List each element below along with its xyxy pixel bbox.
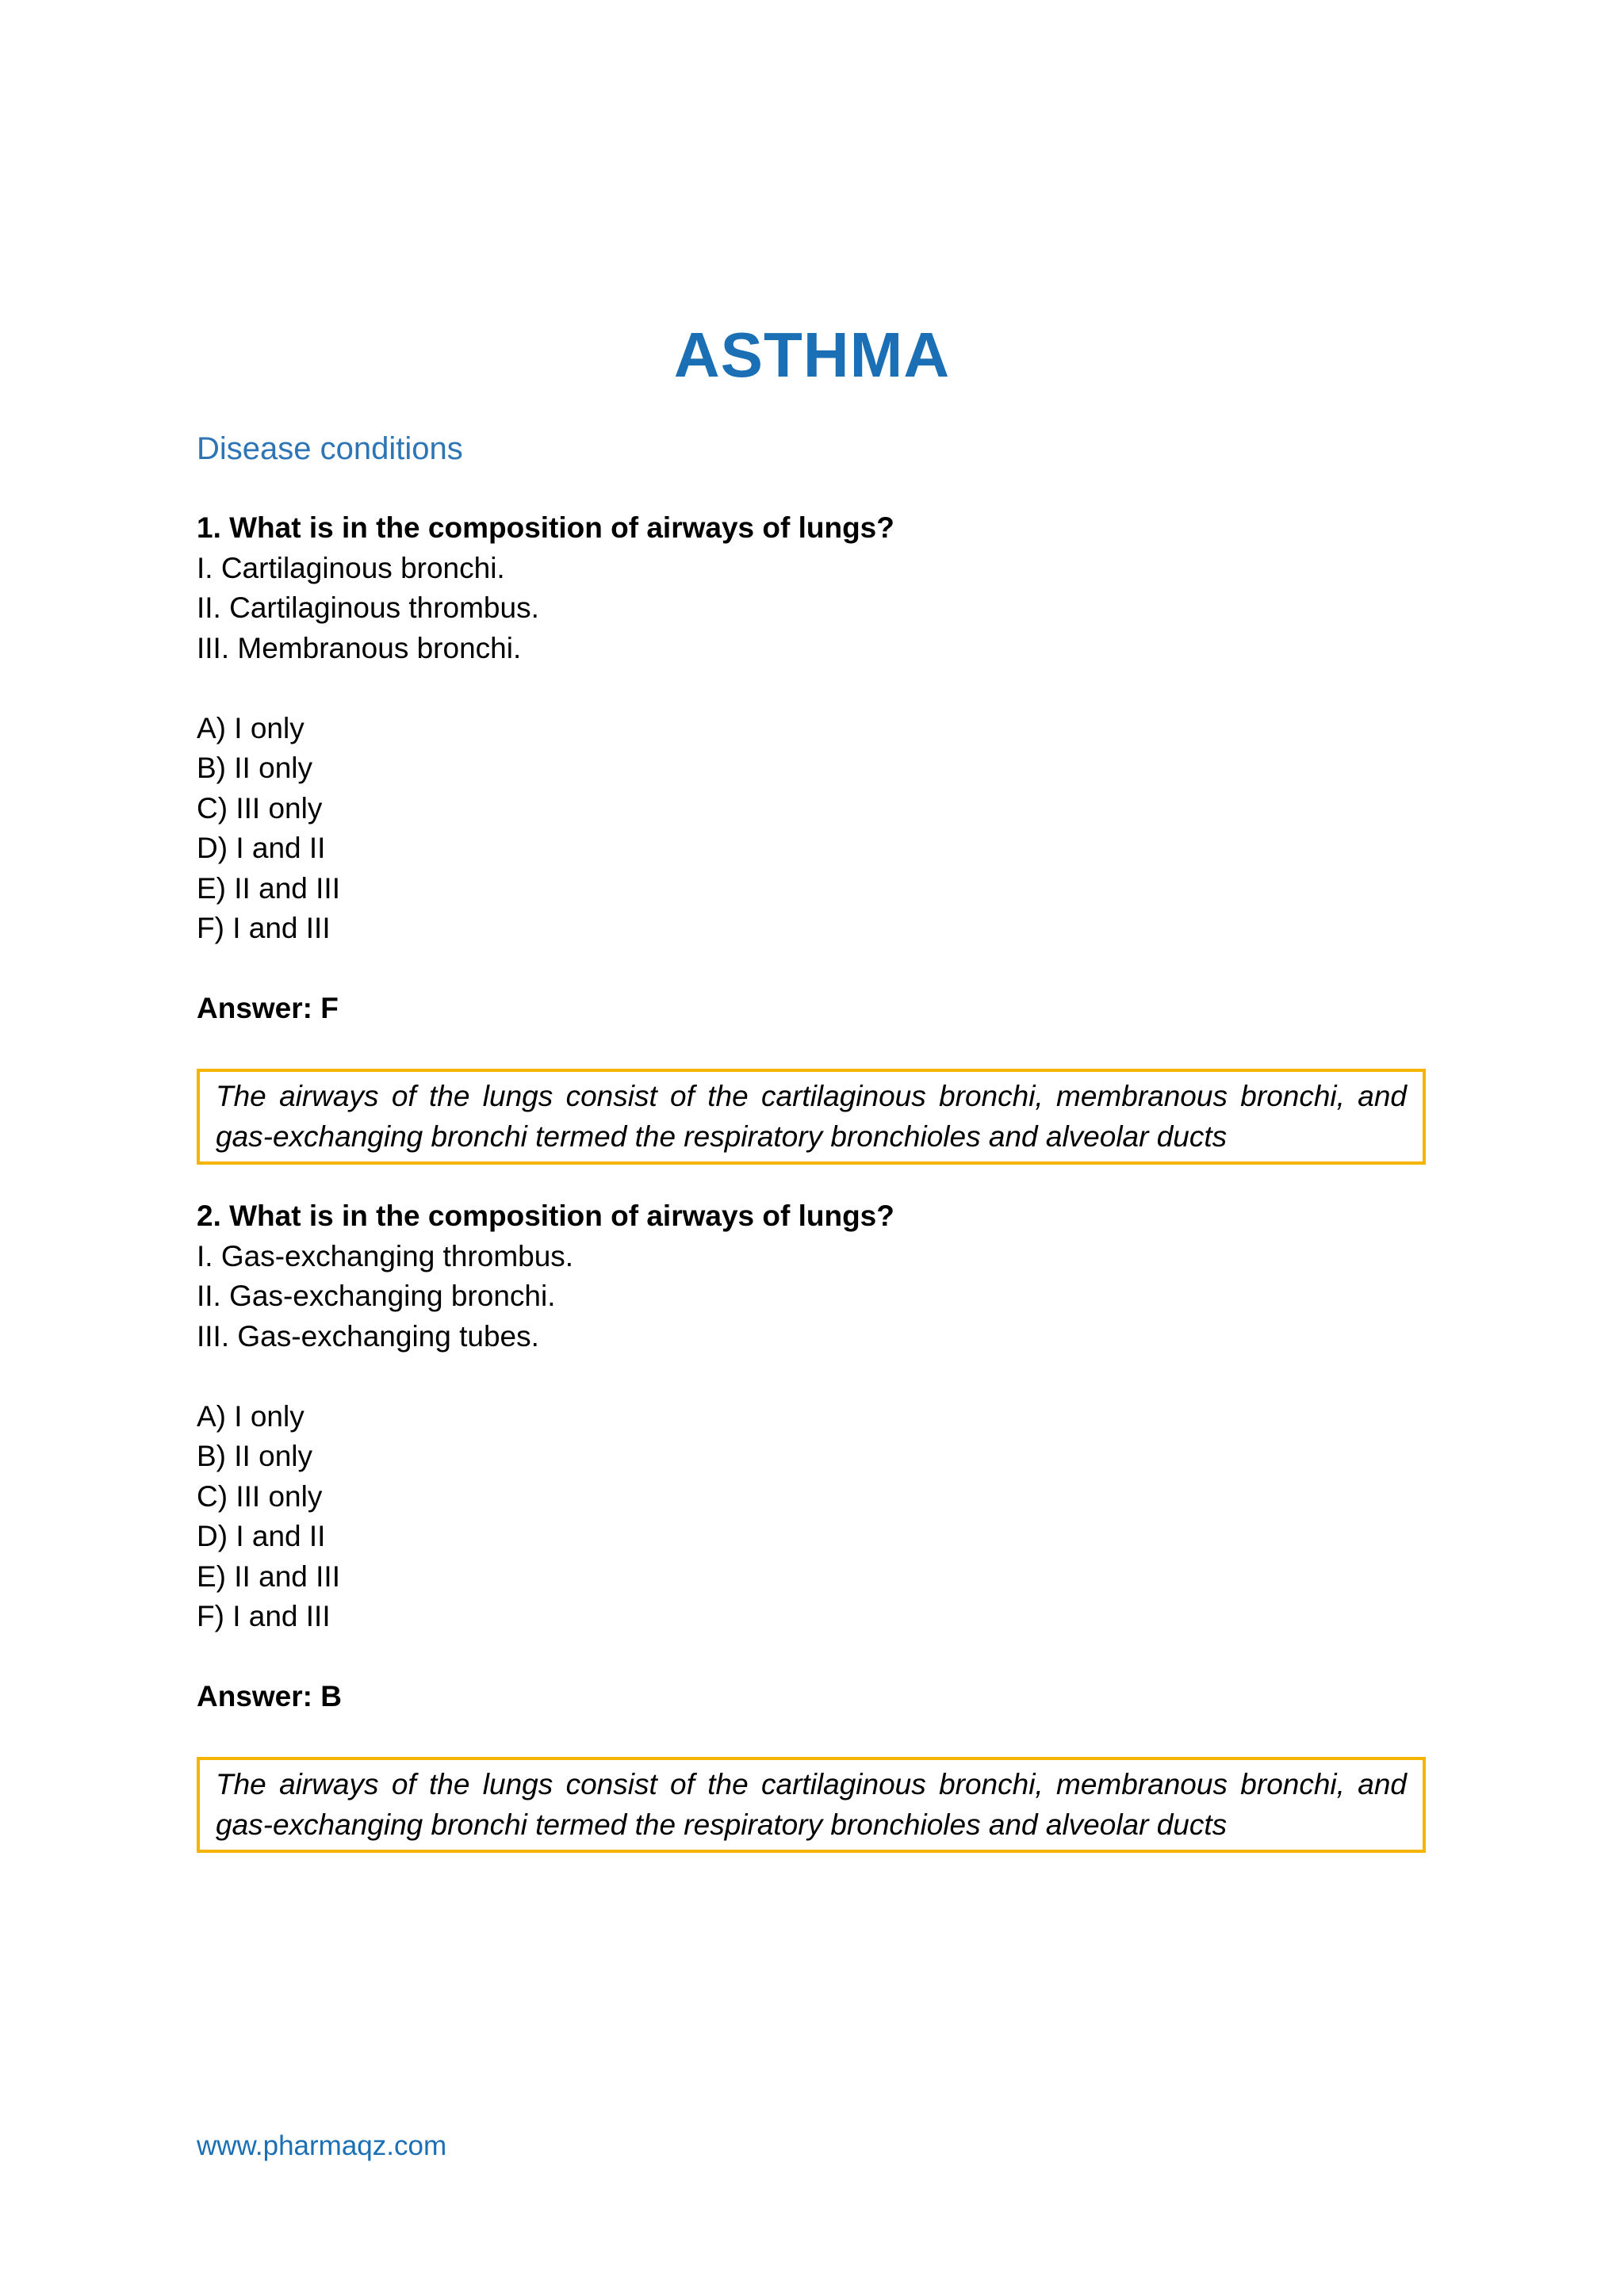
statement-item: III. Membranous bronchi. (197, 631, 522, 664)
option-item: E) II and III (197, 871, 340, 905)
question-block-2 (197, 1196, 1434, 1717)
option-item: D) I and II (197, 832, 326, 864)
statement-item: II. Cartilaginous thrombus. (197, 591, 539, 624)
answer-text: Answer: B (197, 1680, 342, 1712)
answer-text: Answer: F (197, 992, 339, 1024)
question-block-1 (197, 508, 1434, 1029)
option-item: F) I and III (197, 1600, 331, 1632)
statement-item: I. Cartilaginous bronchi. (197, 551, 505, 584)
option-item: C) III only (197, 791, 323, 825)
explanation-box-2: The airways of the lungs consist of the cartilaginous bronchi, membranous bronchi, and gas-exchanging bronchi termed the respiratory bronchioles and alveolar ducts (197, 1757, 1426, 1853)
option-item: B) II only (197, 1440, 312, 1472)
option-item: A) I only (197, 1399, 304, 1433)
statement-item: I. Gas-exchanging thrombus. (197, 1239, 574, 1272)
option-item: F) I and III (197, 912, 331, 944)
option-item: D) I and II (197, 1520, 326, 1552)
section-subtitle: Disease conditions (197, 431, 463, 466)
question-text: 1. What is in the composition of airways of lungs? (197, 511, 894, 544)
question-text: 2. What is in the composition of airways of lungs? (197, 1200, 894, 1232)
option-item: A) I only (197, 711, 304, 744)
page-title: ASTHMA (673, 320, 951, 390)
statement-item: III. Gas-exchanging tubes. (197, 1319, 539, 1353)
explanation-box-1: The airways of the lungs consist of the cartilaginous bronchi, membranous bronchi, and gas-exchanging bronchi termed the respiratory bronchioles and alveolar ducts (197, 1069, 1426, 1165)
footer-website-link[interactable]: www.pharmaqz.com (197, 2130, 447, 2161)
option-item: E) II and III (197, 1559, 340, 1593)
option-item: C) III only (197, 1479, 323, 1513)
statement-item: II. Gas-exchanging bronchi. (197, 1280, 556, 1312)
option-item: B) II only (197, 752, 312, 784)
